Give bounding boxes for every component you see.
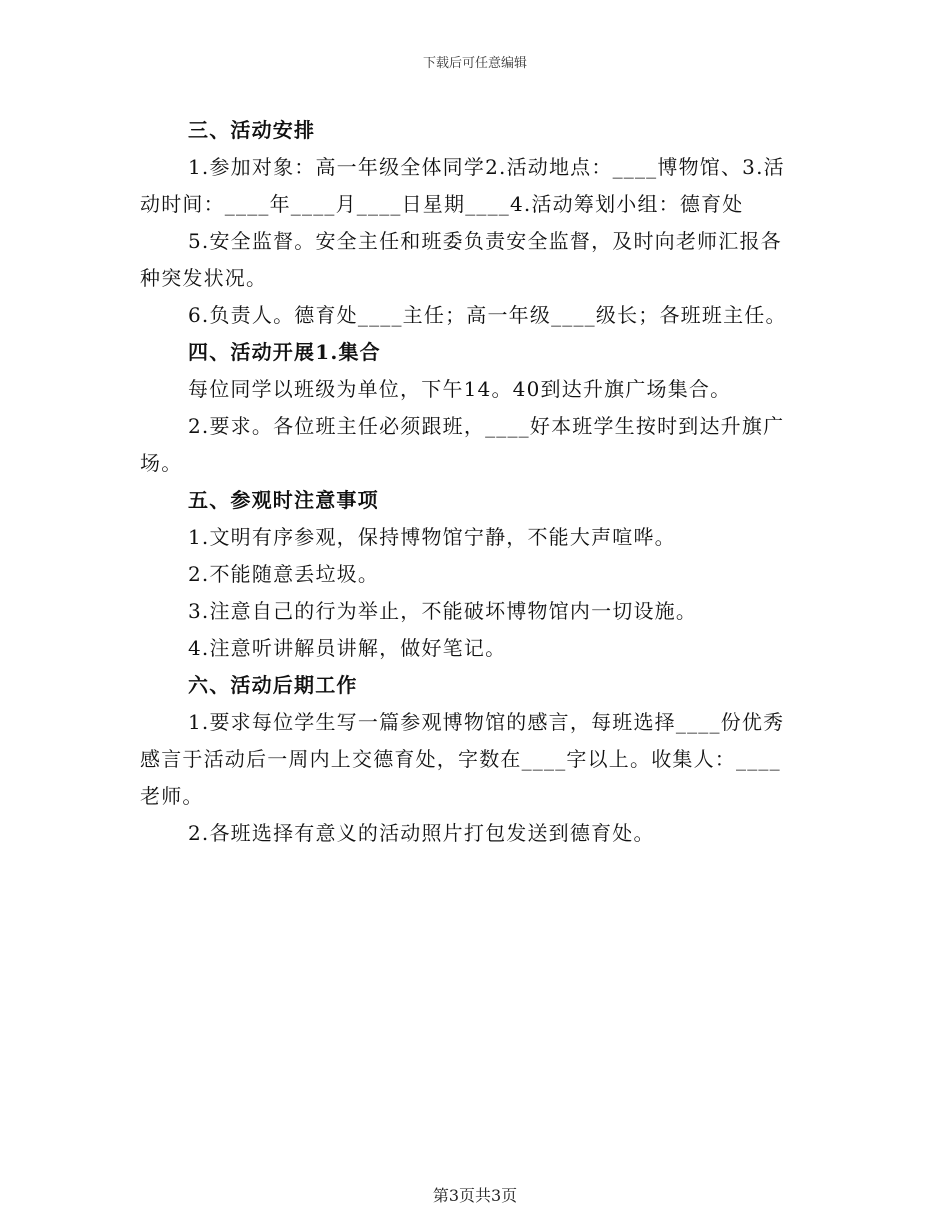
paragraph-line: 3.注意自己的行为举止，不能破坏博物馆内一切设施。: [188, 599, 698, 623]
paragraph-line: 2.不能随意丢垃圾。: [188, 562, 380, 586]
section-heading-followup: 六、活动后期工作: [188, 673, 358, 697]
page-header: 下载后可任意编辑: [422, 56, 527, 71]
paragraph-line: 老师。: [140, 784, 204, 808]
page-number-footer: 第3页共3页: [432, 1186, 518, 1205]
paragraph-line: 2.要求。各位班主任必须跟班，____好本班学生按时到达升旗广: [188, 414, 785, 438]
paragraph-line: 感言于活动后一周内上交德育处，字数在____字以上。收集人：____: [140, 747, 781, 771]
paragraph-line: 6.负责人。德育处____主任；高一年级____级长；各班班主任。: [188, 303, 787, 327]
paragraph-line: 场。: [140, 451, 183, 475]
section-heading-precautions: 五、参观时注意事项: [188, 488, 379, 512]
document-body: [140, 112, 810, 852]
paragraph-line: 2.各班选择有意义的活动照片打包发送到德育处。: [188, 821, 655, 845]
paragraph-line: 每位同学以班级为单位，下午14。40到达升旗广场集合。: [188, 377, 732, 401]
section-heading-execution: 四、活动开展1.集合: [188, 340, 381, 364]
paragraph-line: 1.要求每位学生写一篇参观博物馆的感言，每班选择____份优秀: [188, 710, 785, 734]
paragraph-line: 1.文明有序参观，保持博物馆宁静，不能大声喧哗。: [188, 525, 676, 549]
paragraph-line: 动时间：____年____月____日星期____4.活动筹划小组：德育处: [140, 192, 744, 216]
paragraph-line: 5.安全监督。安全主任和班委负责安全监督，及时向老师汇报各: [188, 229, 782, 253]
paragraph-line: 4.注意听讲解员讲解，做好笔记。: [188, 636, 507, 660]
paragraph-line: 1.参加对象：高一年级全体同学2.活动地点：____博物馆、3.活: [188, 155, 785, 179]
section-heading-arrangement: 三、活动安排: [188, 118, 316, 142]
paragraph-line: 种突发状况。: [140, 266, 268, 290]
